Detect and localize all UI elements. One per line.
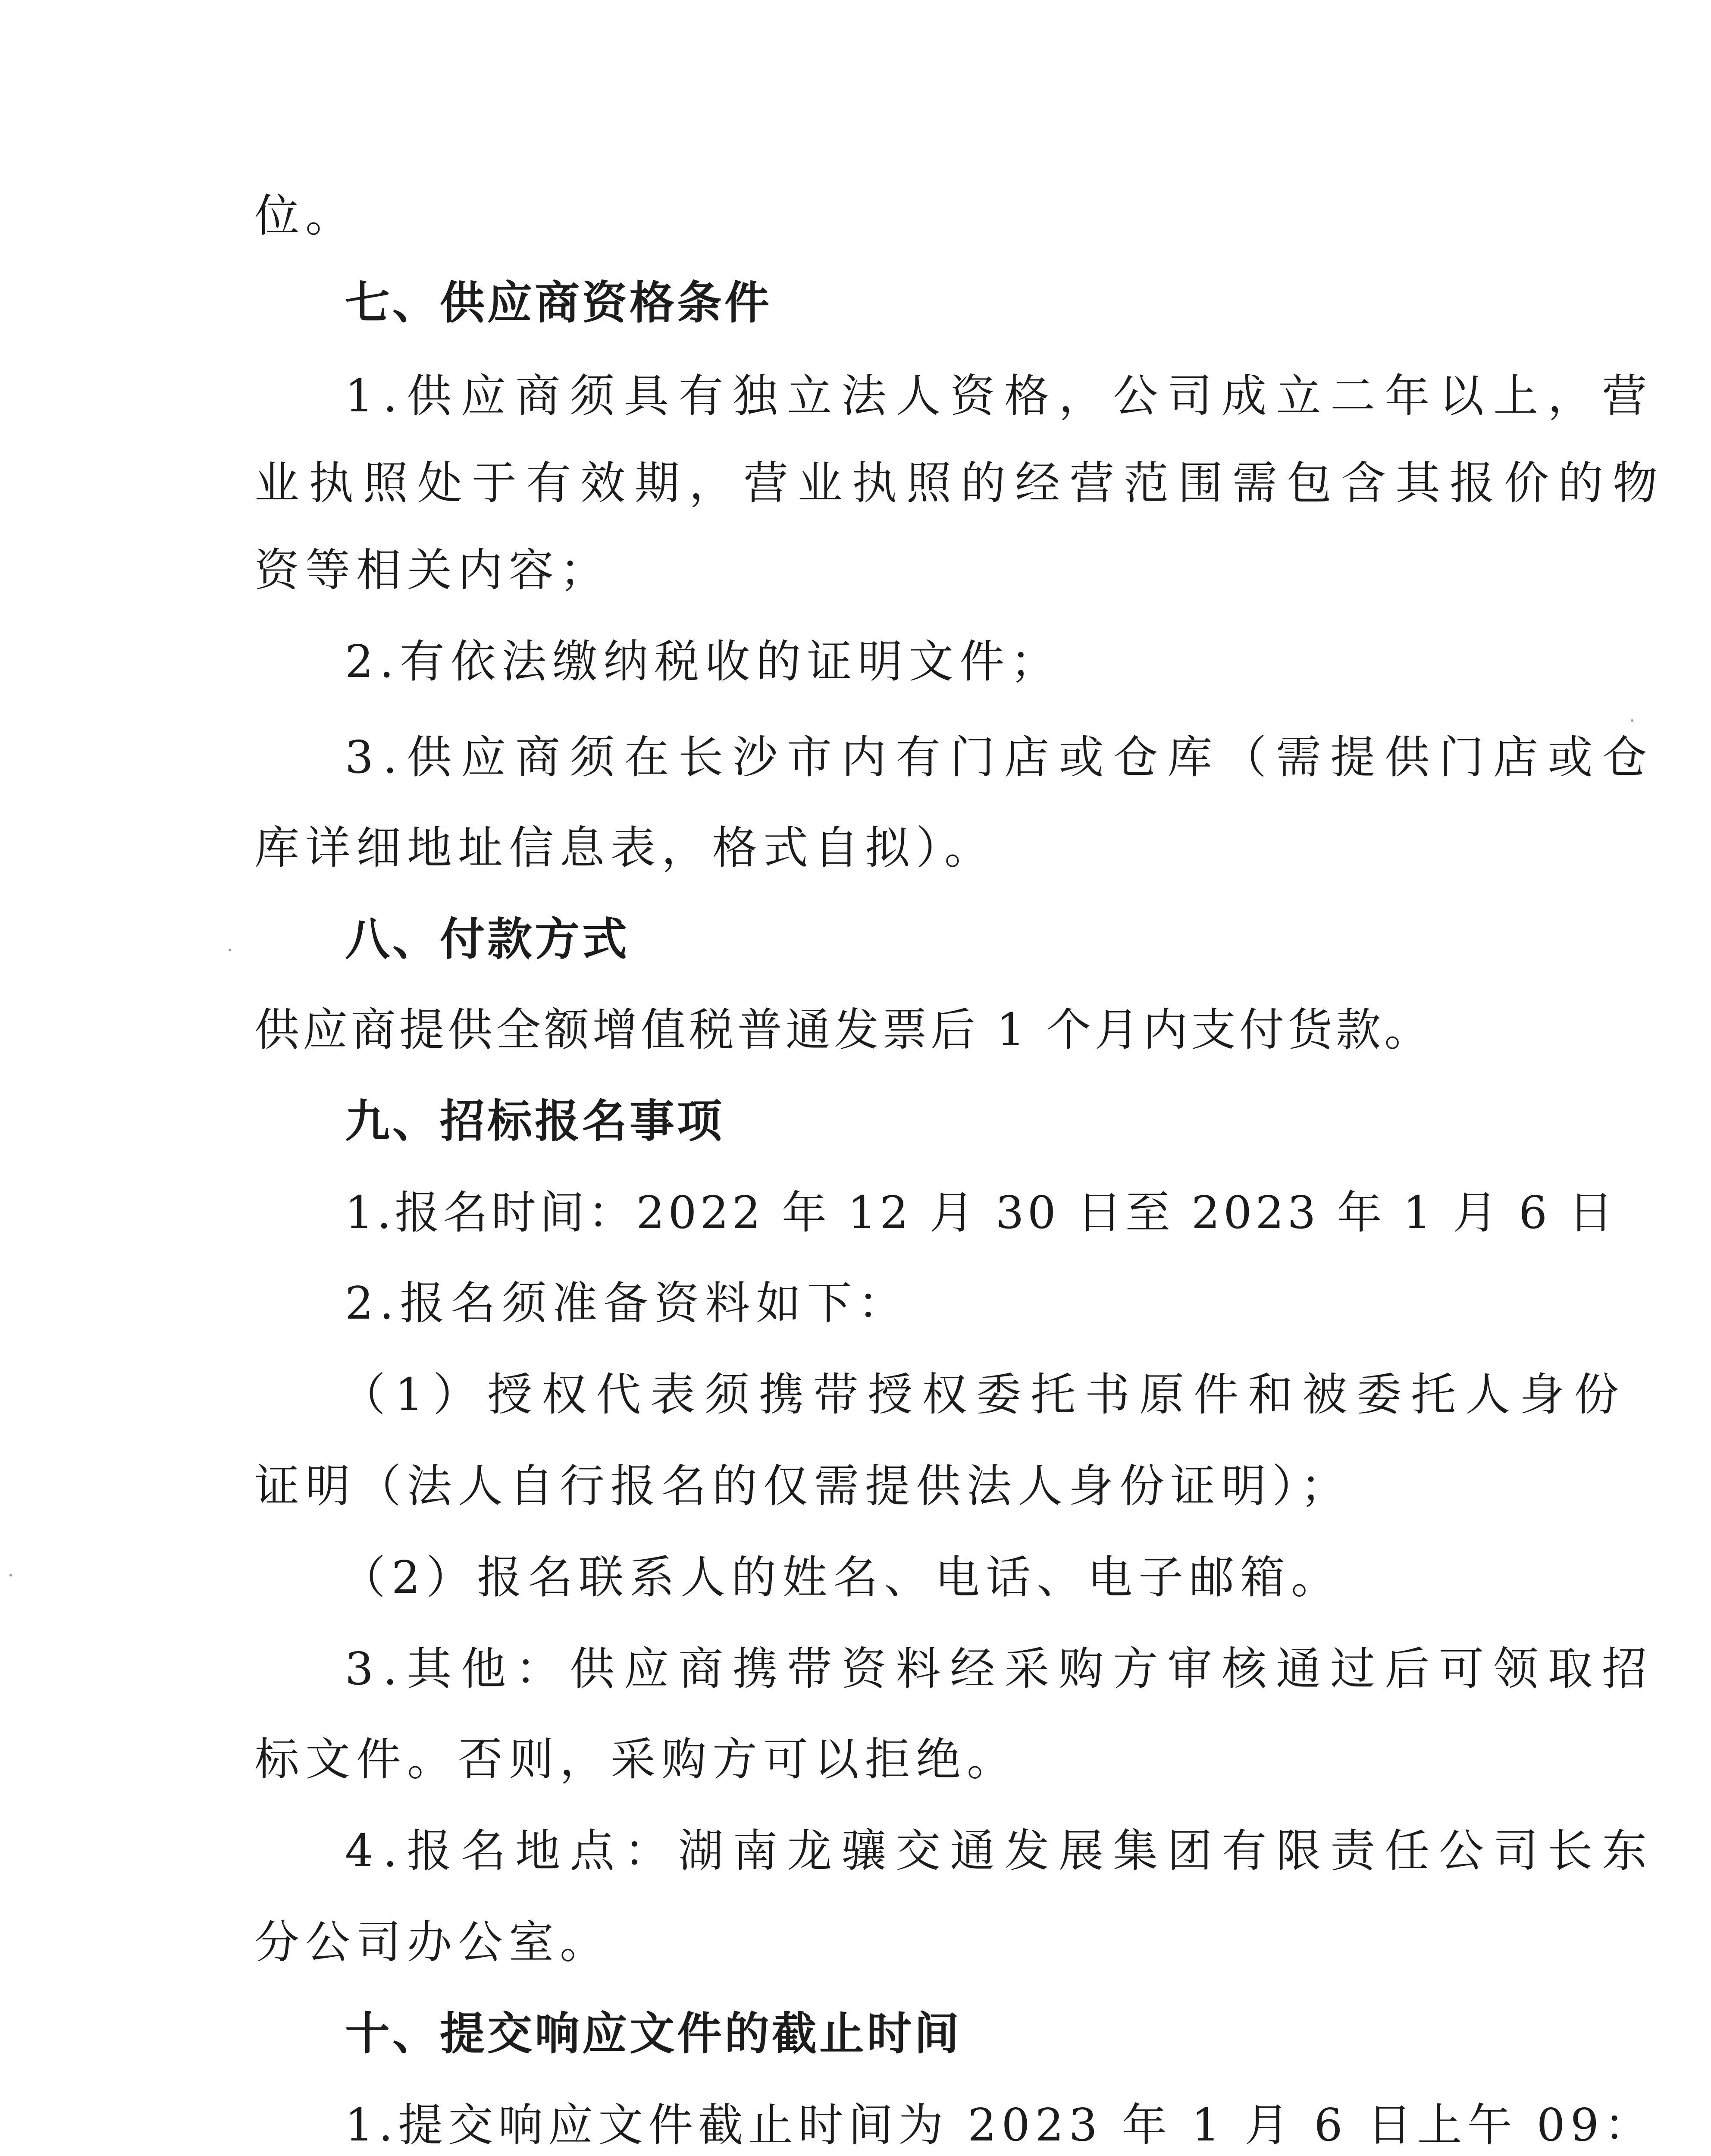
paragraph-line: 3.其他：供应商携带资料经采购方审核通过后可领取招	[345, 1642, 1657, 1695]
paragraph-line: 供应商提供全额增值税普通发票后 1 个月内支付货款。	[254, 1003, 1433, 1056]
text-line-continuation: 位。	[254, 189, 357, 242]
paragraph-line: 2.有依法缴纳税收的证明文件；	[345, 635, 1062, 688]
paragraph-line: 1.报名时间：2022 年 12 月 30 日至 2023 年 1 月 6 日	[345, 1186, 1617, 1239]
paragraph-line: 3.供应商须在长沙市内有门店或仓库（需提供门店或仓	[345, 731, 1657, 783]
paragraph-line: （2）报名联系人的姓名、电话、电子邮箱。	[341, 1551, 1342, 1604]
paragraph-line: 分公司办公室。	[254, 1916, 611, 1968]
paragraph-line: 业执照处于有效期，营业执照的经营范围需包含其报价的物	[254, 457, 1667, 509]
scan-speck	[1631, 719, 1633, 722]
scan-speck	[9, 1574, 12, 1576]
scan-speck	[229, 949, 231, 951]
paragraph-line: 1.供应商须具有独立法人资格，公司成立二年以上，营	[345, 370, 1657, 422]
section-heading-supplier-qualifications: 七、供应商资格条件	[345, 276, 772, 329]
section-heading-payment-method: 八、付款方式	[345, 913, 630, 965]
paragraph-line: 标文件。否则，采购方可以拒绝。	[254, 1733, 1018, 1786]
paragraph-line: （1）授权代表须携带授权委托书原件和被委托人身份	[341, 1368, 1629, 1421]
paragraph-line: 资等相关内容；	[254, 544, 611, 596]
paragraph-line: 证明（法人自行报名的仅需提供法人身份证明）；	[254, 1460, 1352, 1512]
paragraph-line: 4.报名地点：湖南龙骧交通发展集团有限责任公司长东	[345, 1824, 1657, 1877]
section-heading-registration: 九、招标报名事项	[345, 1095, 725, 1147]
section-heading-submission-deadline: 十、提交响应文件的截止时间	[345, 2007, 962, 2060]
paragraph-line: 库详细地址信息表，格式自拟）。	[254, 821, 996, 874]
paragraph-line: 2.报名须准备资料如下：	[345, 1277, 909, 1329]
paragraph-line: 1.提交响应文件截止时间为 2023 年 1 月 6 日上午 09：	[345, 2099, 1654, 2151]
